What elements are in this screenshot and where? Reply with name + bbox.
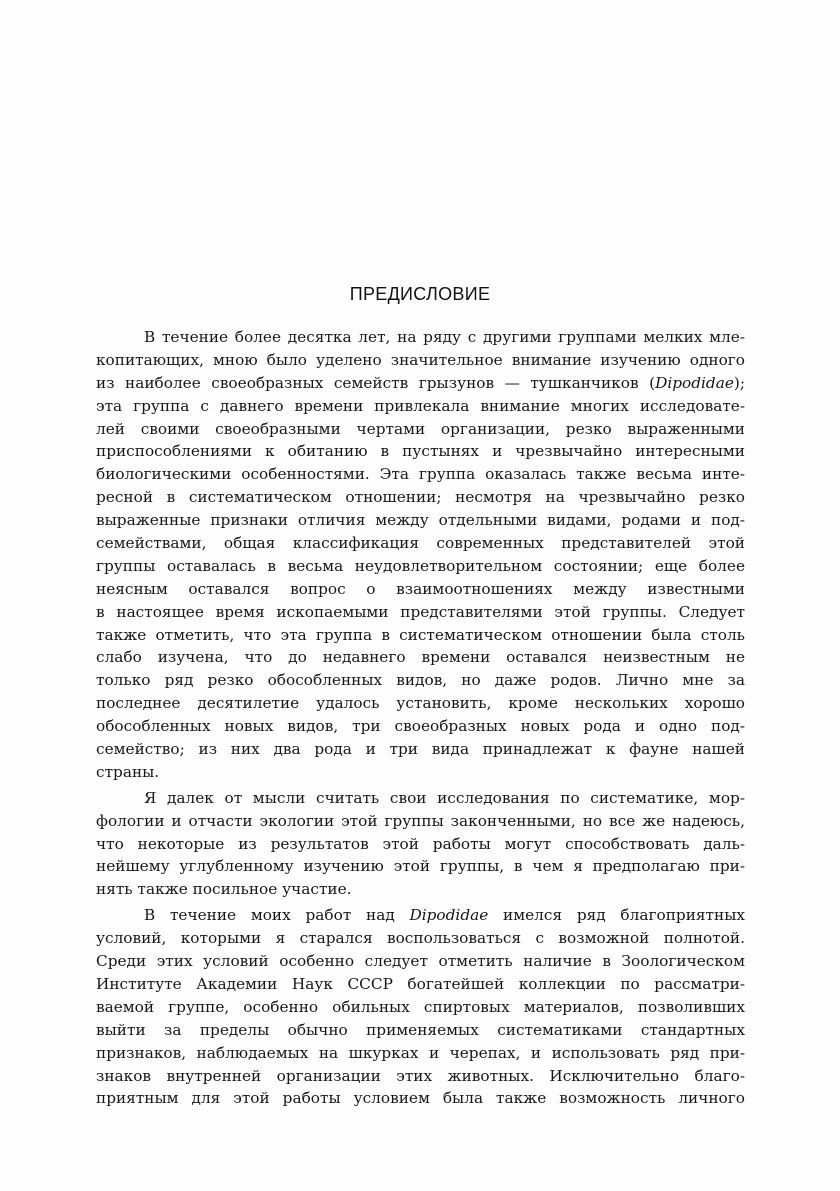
paragraph-2 (96, 787, 745, 901)
latin-taxon-name: Dipodidae (409, 906, 489, 925)
text-line: семейство; из них два рода и три вида принадлежат к фауне нашей (96, 740, 745, 759)
text-line: что некоторые из результатов этой работы могут способствовать даль- (96, 834, 745, 853)
text-line: обособленных новых видов, три своеобразных новых рода и одно под- (96, 717, 745, 736)
text-line: группы оставалась в весьма неудовлетворительном состоянии; еще более (96, 556, 745, 575)
text-line: из наиболее своеобразных семейств грызунов — тушканчиков (Dipodidae); (96, 373, 745, 392)
text-line: знаков внутренней организации этих животных. Исключительно благо- (96, 1066, 745, 1085)
paragraph-3 (96, 904, 745, 1110)
text-line: последнее десятилетие удалось установить, кроме нескольких хорошо (96, 694, 745, 713)
text-line: биологическими особенностями. Эта группа оказалась также весьма инте- (96, 465, 745, 484)
text-line: ресной в систематическом отношении; несмотря на чрезвычайно резко (96, 488, 745, 507)
body-text (96, 326, 745, 1110)
text-line: Я далек от мысли считать свои исследования по систематике, мор- (144, 788, 745, 807)
text-line: слабо изучена, что до недавнего времени оставался неизвестным не (96, 648, 745, 667)
text-line: В течение более десятка лет, на ряду с другими группами мелких мле- (144, 328, 745, 346)
text-line: лей своими своеобразными чертами организации, резко выраженными (96, 419, 745, 438)
text-line: эта группа с давнего времени привлекала внимание многих исследовате- (96, 396, 745, 415)
text-line: признаков, наблюдаемых на шкурках и черепах, и использовать ряд при- (96, 1043, 745, 1062)
text-line: условий, которыми я старался воспользоваться с возможной полнотой. (96, 929, 745, 948)
text-line: Среди этих условий особенно следует отметить наличие в Зоологическом (96, 952, 745, 971)
text-line: нять также посильное участие. (96, 880, 352, 899)
latin-taxon-name: Dipodidae (655, 373, 734, 392)
text-line: только ряд резко обособленных видов, но даже родов. Лично мне за (96, 671, 745, 690)
text-line: приятным для этой работы условием была также возможность личного (96, 1089, 745, 1108)
page-heading: ПРЕДИСЛОВИЕ (349, 284, 491, 304)
text-line: копитающих, мною было уделено значительное внимание изучению одного (96, 350, 745, 369)
text-line: в настоящее время ископаемыми представителями этой группы. Следует (96, 602, 745, 621)
text-line: страны. (96, 762, 160, 781)
text-line: приспособлениями к обитанию в пустынях и чрезвычайно интересными (96, 442, 745, 461)
text-line: семействами, общая классификация современных представителей этой (96, 534, 745, 553)
text-line: нейшему углубленному изучению этой группы, в чем я предполагаю при- (96, 857, 745, 876)
text-line: выйти за пределы обычно применяемых систематиками стандартных (96, 1020, 745, 1039)
paragraph-1 (96, 326, 745, 784)
text-line: ваемой группе, особенно обильных спиртовых материалов, позволивших (96, 997, 745, 1016)
text-line: также отметить, что эта группа в систематическом отношении была столь (96, 625, 745, 644)
text-line: неясным оставался вопрос о взаимоотношениях между известными (96, 579, 745, 598)
text-line: фологии и отчасти экологии этой группы законченными, но все же надеюсь, (96, 811, 745, 830)
text-line: Институте Академии Наук СССР богатейшей коллекции по рассматри- (96, 974, 745, 993)
text-line: В течение моих работ над Dipodidae имелся ряд благоприятных (144, 906, 745, 925)
text-line: выраженные признаки отличия между отдельными видами, родами и под- (96, 511, 745, 530)
